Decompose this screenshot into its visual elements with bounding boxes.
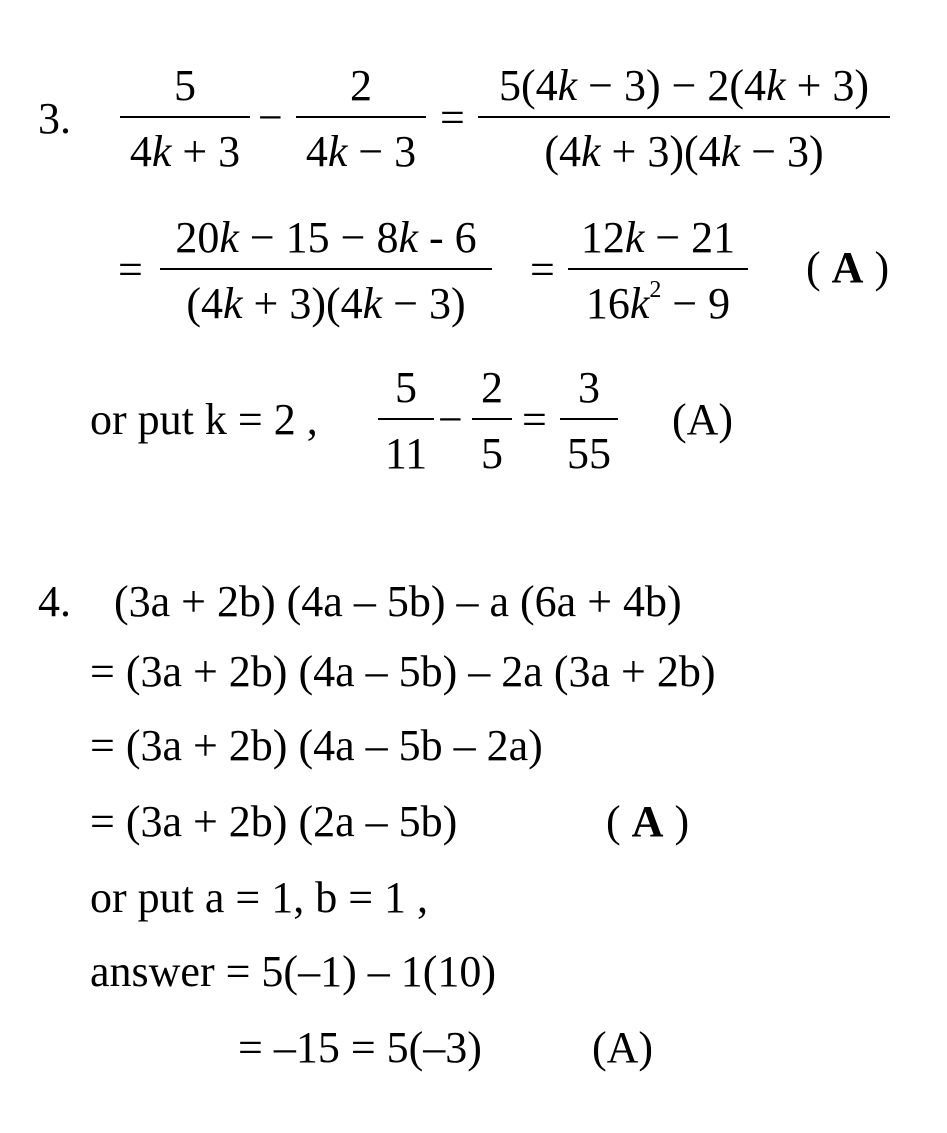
check-fraction-3-over-55 (560, 360, 618, 480)
denominator: (4k + 3)(4k − 3) (544, 127, 824, 176)
fraction-bar (120, 116, 250, 118)
fraction-bar (472, 418, 512, 420)
numerator: 2 (481, 363, 503, 412)
numerator: 5 (174, 61, 196, 110)
check-fraction-2-over-5 (472, 360, 512, 480)
problem-4-line-6: answer = 5(–1) – 1(10) (90, 947, 497, 996)
answer-label: (A) (672, 395, 734, 444)
numerator: 3 (578, 363, 600, 412)
fraction-simplified (568, 210, 748, 330)
answer-label: (A) (592, 1023, 654, 1072)
numerator: 20k − 15 − 8k - 6 (175, 213, 477, 262)
answer-label: ( A ) (606, 797, 690, 846)
fraction-bar (296, 116, 426, 118)
minus-sign: − (258, 93, 283, 142)
problem-3-number: 3. (38, 94, 71, 143)
problem-4-line-7: = –15 = 5(–3) (238, 1023, 482, 1072)
numerator: 2 (350, 61, 372, 110)
denominator: 11 (384, 429, 428, 478)
denominator: 5 (481, 429, 503, 478)
fraction-bar (560, 418, 618, 420)
minus-sign: − (438, 395, 463, 444)
equals-sign: = (522, 395, 547, 444)
denominator: 4k − 3 (305, 127, 417, 176)
problem-4-line-3: = (3a + 2b) (4a – 5b – 2a) (90, 721, 543, 770)
problem-4-number: 4. (38, 577, 71, 626)
problem-4-line-5: or put a = 1, b = 1 , (90, 873, 429, 922)
equals-sign: = (440, 93, 465, 142)
numerator: 5(4k − 3) − 2(4k + 3) (498, 61, 870, 110)
fraction-bar (160, 268, 492, 270)
fraction-combined (478, 58, 890, 178)
numerator: 12k − 21 (580, 213, 736, 262)
fraction-bar (568, 268, 748, 270)
fraction-bar (478, 116, 890, 118)
numerator: 5 (395, 363, 417, 412)
denominator: 55 (567, 429, 611, 478)
equals-sign: = (530, 245, 555, 294)
fraction-2-over-4k-minus-3 (296, 58, 426, 178)
problem-4-line-2: = (3a + 2b) (4a – 5b) – 2a (3a + 2b) (90, 647, 716, 696)
fraction-expanded (160, 210, 492, 330)
denominator: 4k + 3 (129, 127, 241, 176)
answer-label: ( A ) (806, 243, 890, 292)
check-fraction-5-over-11 (378, 360, 434, 480)
equals-sign: = (118, 245, 143, 294)
fraction-5-over-4k-plus-3 (120, 58, 250, 178)
problem-4-line-1: (3a + 2b) (4a – 5b) – a (6a + 4b) (114, 577, 682, 626)
denominator: $16k^2 - 9$ (585, 277, 731, 328)
check-text: or put k = 2 , (90, 395, 318, 444)
denominator: (4k + 3)(4k − 3) (186, 279, 466, 328)
fraction-bar (378, 418, 434, 420)
problem-4-line-4: = (3a + 2b) (2a – 5b) (90, 797, 458, 846)
